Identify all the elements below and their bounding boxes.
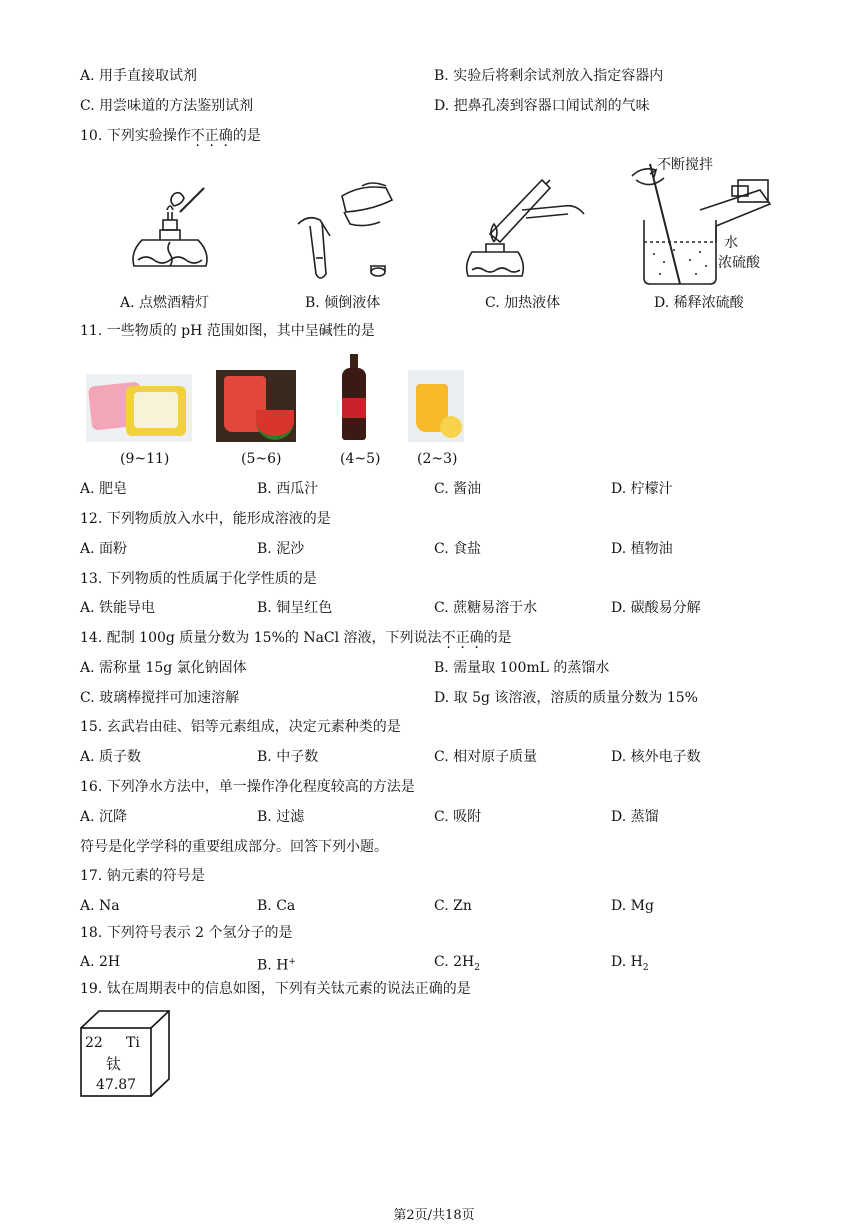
element-symbol: Ti — [126, 1035, 140, 1051]
q13-stem: 13. 下列物质的性质属于化学性质的是 — [80, 571, 317, 587]
q9-option-b: B. 实验后将剩余试剂放入指定容器内 — [434, 68, 664, 84]
q14-option-a: A. 需称量 15g 氯化钠固体 — [80, 660, 247, 676]
q18-option-d: D. $H_2$ — [611, 954, 649, 973]
q14-stem: 14. 配制 100g 质量分数为 15%的 NaCl 溶液，下列说法不正确的是 — [80, 630, 512, 646]
q12-option-a: A. 面粉 — [80, 541, 128, 557]
ph-watermelon: (5~6) — [241, 451, 282, 467]
q17-option-b: B. Ca — [257, 898, 296, 914]
q17-option-c: C. Zn — [434, 898, 472, 914]
q9-option-d: D. 把鼻孔凑到容器口闻试剂的气味 — [434, 98, 650, 114]
q11-option-a: A. 肥皂 — [80, 481, 128, 497]
q17-option-d: D. Mg — [611, 898, 654, 914]
q13-option-c: C. 蔗糖易溶于水 — [434, 600, 538, 616]
q18-stem: 18. 下列符号表示 2 个氢分子的是 — [80, 925, 293, 941]
q16-option-c: C. 吸附 — [434, 809, 482, 825]
q10-caption-b: B. 倾倒液体 — [305, 295, 381, 311]
q13-option-d: D. 碳酸易分解 — [611, 600, 701, 616]
q10-caption-c: C. 加热液体 — [485, 295, 561, 311]
q11-option-d: D. 柠檬汁 — [611, 481, 673, 497]
q17-option-a: A. Na — [80, 898, 120, 914]
q14-option-c: C. 玻璃棒搅拌可加速溶解 — [80, 690, 240, 706]
q18-option-c: C. $2H_2$ — [434, 954, 480, 973]
q15-option-a: A. 质子数 — [80, 749, 142, 765]
q15-option-d: D. 核外电子数 — [611, 749, 701, 765]
q11-option-c: C. 酱油 — [434, 481, 482, 497]
q16-option-b: B. 过滤 — [257, 809, 305, 825]
pouring-liquid-figure — [290, 178, 400, 286]
q12-option-d: D. 植物油 — [611, 541, 673, 557]
soy-sauce-image — [336, 354, 372, 442]
lemon-juice-image — [408, 370, 464, 442]
q18-option-b: B. H+ — [257, 957, 296, 974]
element-cell-titanium — [80, 1010, 170, 1098]
q16-option-a: A. 沉降 — [80, 809, 128, 825]
q10-caption-d: D. 稀释浓硫酸 — [654, 295, 744, 311]
q15-option-b: B. 中子数 — [257, 749, 319, 765]
ph-soy-sauce: (4~5) — [340, 451, 381, 467]
q17-stem: 17. 钠元素的符号是 — [80, 868, 205, 884]
q12-option-b: B. 泥沙 — [257, 541, 305, 557]
q13-option-a: A. 铁能导电 — [80, 600, 156, 616]
q9-option-c: C. 用尝味道的方法鉴别试剂 — [80, 98, 254, 114]
q12-option-c: C. 食盐 — [434, 541, 482, 557]
q10-caption-a: A. 点燃酒精灯 — [120, 295, 210, 311]
atomic-mass: 47.87 — [96, 1077, 137, 1093]
q18-option-a: A. 2H — [80, 954, 121, 970]
q15-option-c: C. 相对原子质量 — [434, 749, 538, 765]
acid-label: 浓硫酸 — [718, 255, 760, 271]
q16-option-d: D. 蒸馏 — [611, 809, 659, 825]
alcohol-lamp-lighting-figure — [120, 182, 220, 282]
q12-stem: 12. 下列物质放入水中，能形成溶液的是 — [80, 511, 331, 527]
q13-option-b: B. 铜呈红色 — [257, 600, 333, 616]
ph-soap: (9~11) — [120, 451, 170, 467]
q11-option-b: B. 西瓜汁 — [257, 481, 319, 497]
q14-option-d: D. 取 5g 该溶液，溶质的质量分数为 15% — [434, 690, 698, 706]
atomic-number: 22 — [85, 1035, 103, 1051]
heating-liquid-figure — [460, 172, 590, 284]
watermelon-juice-image — [216, 370, 296, 442]
q16-stem: 16. 下列净水方法中，单一操作净化程度较高的方法是 — [80, 779, 415, 795]
ph-lemon: (2~3) — [417, 451, 458, 467]
q19-stem: 19. 钛在周期表中的信息如图，下列有关钛元素的说法正确的是 — [80, 981, 471, 997]
element-name: 钛 — [106, 1055, 122, 1073]
q9-option-a: A. 用手直接取试剂 — [80, 68, 198, 84]
q10-stem: 10. 下列实验操作不正确的是 — [80, 128, 261, 144]
section-intro: 符号是化学学科的重要组成部分。回答下列小题。 — [80, 839, 388, 855]
q15-stem: 15. 玄武岩由硅、铝等元素组成，决定元素种类的是 — [80, 719, 401, 735]
soap-image — [86, 374, 192, 442]
page-footer: 第2页/共18页 — [393, 1208, 475, 1223]
q14-option-b: B. 需量取 100mL 的蒸馏水 — [434, 660, 610, 676]
stir-label: 不断搅拌 — [657, 157, 713, 173]
q11-stem: 11. 一些物质的 pH 范围如图，其中呈碱性的是 — [80, 323, 375, 339]
water-label: 水 — [724, 235, 738, 251]
